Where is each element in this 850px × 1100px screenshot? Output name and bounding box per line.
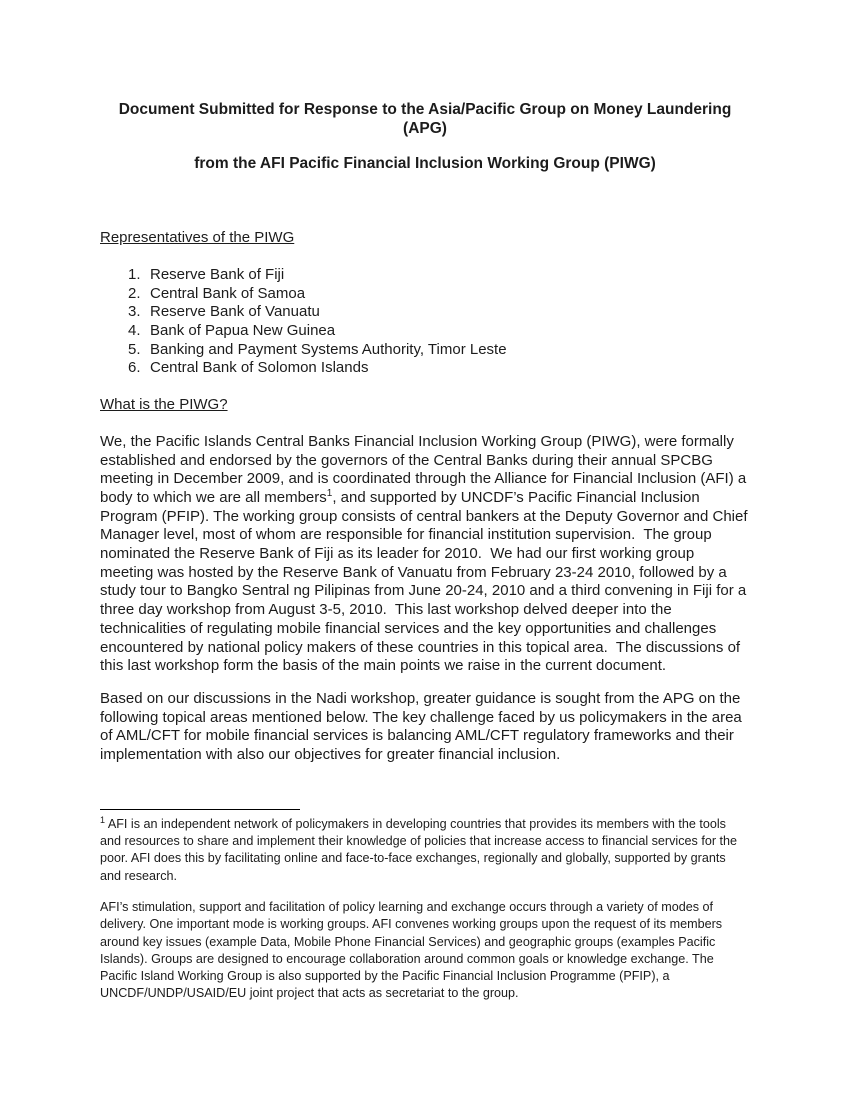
paragraph-text: We, the Pacific Islands Central Banks Financial Inclusion Working Group (PIWG), were formally established and endorsed by the governors of the Central Banks during their annual SPCBG meeting in December 2009, and is coordinated through the Alliance for Financial Inclusion (AFI) a body to which we are all members: [100, 432, 751, 506]
paragraph-about-piwg: [100, 433, 750, 676]
footnote-separator-line: [100, 809, 300, 810]
list-item-label: Central Bank of Solomon Islands: [150, 359, 369, 377]
paragraph-text: , and supported by UNCDF’s Pacific Financial Inclusion Program (PFIP). The working group consists of central bankers at the Deputy Governor and Chief Manager level, most of whom are responsible for financial institution supervision. The group nominated the Reserve Bank of Fiji as its leader for 2010. We had our first working group meeting was hosted by the Reserve Bank of Vanuatu from February 23-24 2010, followed by a study tour to Bangko Sentral ng Pilipinas from June 20-24, 2010 and a third convening in Fiji for a three day workshop from August 3-5, 2010. This last workshop delved deeper into the technicalities of regulating mobile financial services and the key opportunities and challenges encountered by national policy makers of these countries in this topical area. The discussions of this last workshop form the basis of the main points we raise in the current document.: [100, 488, 752, 675]
footnote-1: [100, 816, 750, 885]
list-item-number: 3.: [128, 303, 141, 321]
paragraph-nadi-workshop: Based on our discussions in the Nadi workshop, greater guidance is sought from the APG on the following topical areas mentioned below. The key challenge faced by us policymakers in the area of AML/CFT for mobile financial services is balancing AML/CFT regulatory frameworks and their implementation with also our objectives for greater financial inclusion.: [100, 689, 746, 764]
list-item: [100, 266, 750, 285]
document-title-line2: from the AFI Pacific Financial Inclusion Working Group (PIWG): [194, 154, 656, 172]
list-item: [100, 359, 750, 378]
footnote-text: AFI is an independent network of policymakers in developing countries that provides its members with the tools and resources to share and implement their knowledge of policies that increase access to financial services for the poor. AFI does this by facilitating online and face-to-face exchanges, regionally and globally, supported by grants and research.: [100, 816, 741, 883]
list-item-label: Reserve Bank of Vanuatu: [150, 303, 320, 321]
list-item-label: Central Bank of Samoa: [150, 284, 306, 302]
footnote-2: AFI’s stimulation, support and facilitation of policy learning and exchange occurs through a variety of modes of delivery. One important mode is working groups. AFI convenes working groups upon the request of its members around key issues (example Data, Mobile Phone Financial Services) and geographic groups (examples Pacific Islands). Groups are designed to encourage collaboration around common goals or knowledge exchange. The Pacific Island Working Group is also supported by the Pacific Financial Inclusion Programme (PFIP), a UNCDF/UNDP/USAID/EU joint project that acts as secretariat to the group.: [100, 899, 726, 1001]
list-item: [100, 322, 750, 341]
list-item: [100, 285, 750, 304]
representatives-list: [100, 266, 750, 378]
footnote-number-superscript: 1: [100, 814, 106, 825]
list-item-label: Bank of Papua New Guinea: [150, 321, 336, 339]
list-item: [100, 303, 750, 322]
list-item-label: Banking and Payment Systems Authority, Timor Leste: [150, 340, 507, 358]
document-title: [100, 100, 750, 173]
what-is-piwg-heading: What is the PIWG?: [100, 396, 228, 414]
list-item-number: 2.: [128, 284, 141, 302]
list-item-number: 5.: [128, 340, 141, 358]
list-item-number: 1.: [128, 265, 141, 283]
representatives-heading: Representatives of the PIWG: [100, 229, 295, 247]
list-item: [100, 341, 750, 360]
footnote-reference-superscript: 1: [326, 487, 333, 499]
list-item-label: Reserve Bank of Fiji: [150, 265, 285, 283]
list-item-number: 6.: [128, 359, 141, 377]
list-item-number: 4.: [128, 321, 141, 339]
document-title-line1: Document Submitted for Response to the Asia/Pacific Group on Money Laundering (APG): [118, 101, 732, 138]
